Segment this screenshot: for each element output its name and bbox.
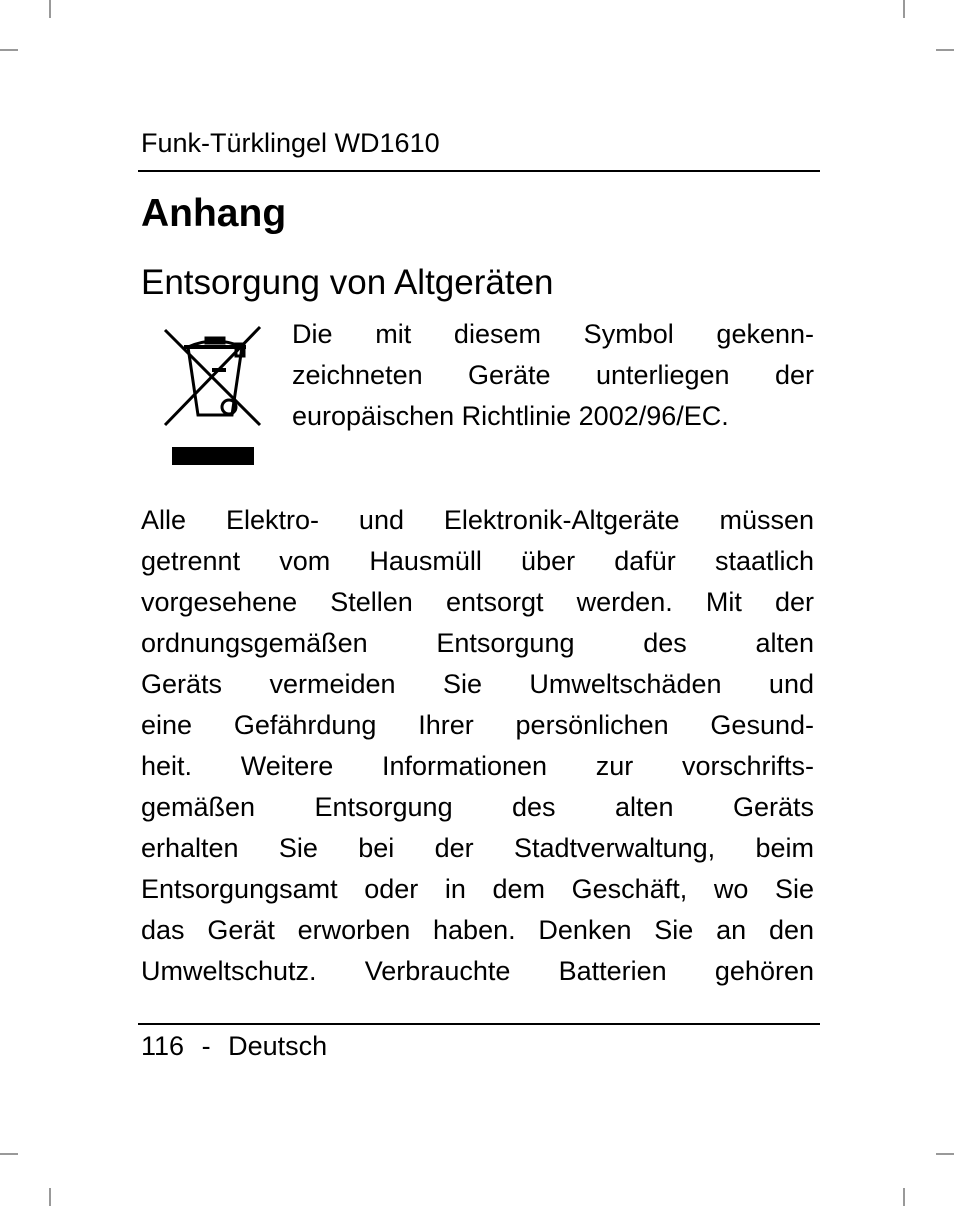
- body-line: das Gerät erworben haben. Denken Sie an den: [141, 915, 814, 945]
- crop-mark: [49, 1188, 51, 1206]
- body-line: Umweltschutz. Verbrauchte Batterien gehören: [141, 956, 814, 986]
- body-line: gemäßen Entsorgung des alten Geräts: [141, 792, 814, 822]
- body-line: Alle Elektro- und Elektronik-Altgeräte müssen: [141, 505, 814, 535]
- crop-mark: [936, 49, 954, 51]
- body-line: getrennt vom Hausmüll über dafür staatlich: [141, 546, 814, 576]
- crop-mark: [0, 1153, 18, 1155]
- body-line: ordnungsgemäßen Entsorgung des alten: [141, 628, 814, 658]
- page-footer: [141, 1031, 327, 1062]
- subsection-title: Entsorgung von Altgeräten: [141, 263, 554, 302]
- body-line: eine Gefährdung Ihrer persönlichen Gesund-: [141, 710, 814, 740]
- crop-mark: [903, 1188, 905, 1206]
- weee-crossed-bin-icon: [160, 320, 270, 470]
- running-header: Funk-Türklingel WD1610: [141, 128, 440, 158]
- body-line: Geräts vermeiden Sie Umweltschäden und: [141, 669, 814, 699]
- symbol-text-line: Die mit diesem Symbol gekenn-: [292, 319, 814, 349]
- symbol-text-line: europäischen Richtlinie 2002/96/EC.: [292, 401, 729, 431]
- body-line: vorgesehene Stellen entsorgt werden. Mit der: [141, 587, 814, 617]
- body-line: heit. Weitere Informationen zur vorschrifts-: [141, 751, 814, 781]
- footer-separator: -: [201, 1031, 211, 1061]
- footer-rule: [138, 1023, 820, 1025]
- header-rule: [138, 170, 820, 172]
- crop-mark: [936, 1153, 954, 1155]
- symbol-text-line: zeichneten Geräte unterliegen der: [292, 360, 814, 390]
- crop-mark: [903, 0, 905, 18]
- page-number: 116: [141, 1031, 185, 1061]
- section-title: Anhang: [141, 192, 287, 235]
- crop-mark: [0, 49, 18, 51]
- body-line: erhalten Sie bei der Stadtverwaltung, beim: [141, 833, 814, 863]
- crop-mark: [49, 0, 51, 18]
- footer-language: Deutsch: [228, 1031, 328, 1061]
- body-line: Entsorgungsamt oder in dem Geschäft, wo Sie: [141, 874, 814, 904]
